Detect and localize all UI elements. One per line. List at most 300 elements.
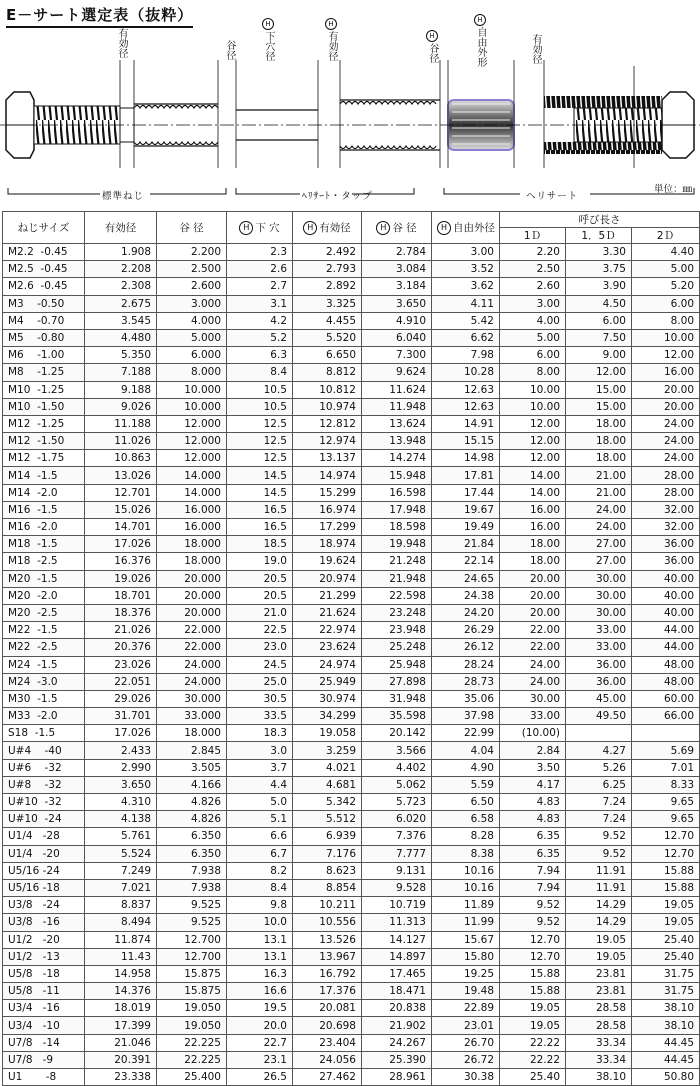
table-cell: 3.545: [85, 312, 157, 329]
table-row: [3, 673, 700, 690]
table-cell: 3.505: [157, 759, 227, 776]
table-row: [3, 295, 700, 312]
table-cell: 2.7: [227, 278, 293, 295]
table-cell: 6.00: [566, 312, 632, 329]
table-cell: 32.00: [632, 501, 700, 518]
table-cell: 4.83: [500, 794, 566, 811]
table-row: [3, 450, 700, 467]
table-cell: 5.42: [432, 312, 500, 329]
table-cell: 10.000: [157, 398, 227, 415]
cell-screw-size: M8 -1.25: [3, 364, 85, 381]
table-cell: 12.70: [632, 845, 700, 862]
table-cell: 20.838: [362, 1000, 432, 1017]
table-cell: 24.38: [432, 587, 500, 604]
table-cell: 15.00: [566, 398, 632, 415]
table-cell: 6.58: [432, 811, 500, 828]
table-cell: 29.026: [85, 690, 157, 707]
table-cell: 2.200: [157, 244, 227, 261]
table-cell: 33.00: [566, 639, 632, 656]
table-cell: 30.00: [566, 604, 632, 621]
table-row: [3, 879, 700, 896]
table-cell: 23.624: [293, 639, 362, 656]
table-cell: 23.81: [566, 983, 632, 1000]
table-cell: 10.00: [632, 329, 700, 346]
table-row: [3, 948, 700, 965]
unit-label: 単位：㎜: [653, 184, 692, 195]
table-cell: 9.188: [85, 381, 157, 398]
table-row: [3, 1017, 700, 1034]
cell-screw-size: M18 -1.5: [3, 536, 85, 553]
table-cell: 12.70: [632, 828, 700, 845]
table-row: [3, 553, 700, 570]
table-cell: 8.000: [157, 364, 227, 381]
group-standard: 標準ねじ: [102, 191, 145, 202]
helisert-mark-icon: H: [239, 221, 253, 235]
table-row: [3, 519, 700, 536]
cell-screw-size: U5/8 -11: [3, 983, 85, 1000]
table-cell: 18.3: [227, 725, 293, 742]
table-cell: 26.72: [432, 1051, 500, 1068]
cell-screw-size: U5/16 -18: [3, 879, 85, 896]
cell-screw-size: S18 -1.5: [3, 725, 85, 742]
table-row: [3, 1051, 700, 1068]
table-cell: 7.24: [566, 794, 632, 811]
table-cell: 16.00: [500, 501, 566, 518]
table-cell: 4.90: [432, 759, 500, 776]
table-row: [3, 364, 700, 381]
table-cell: 3.50: [500, 759, 566, 776]
table-cell: 2.3: [227, 244, 293, 261]
table-cell: 3.7: [227, 759, 293, 776]
table-cell: 18.701: [85, 587, 157, 604]
cell-screw-size: U7/8 -14: [3, 1034, 85, 1051]
table-cell: 12.5: [227, 450, 293, 467]
table-cell: 22.000: [157, 622, 227, 639]
table-cell: 5.20: [632, 278, 700, 295]
cell-screw-size: M3 -0.50: [3, 295, 85, 312]
table-cell: 27.00: [566, 536, 632, 553]
table-cell: 4.910: [362, 312, 432, 329]
cell-screw-size: M20 -2.5: [3, 604, 85, 621]
table-cell: 4.021: [293, 759, 362, 776]
table-cell: 14.274: [362, 450, 432, 467]
table-cell: 19.67: [432, 501, 500, 518]
cell-screw-size: U#6 -32: [3, 759, 85, 776]
table-cell: 9.131: [362, 862, 432, 879]
table-cell: 12.70: [500, 948, 566, 965]
table-cell: 22.051: [85, 673, 157, 690]
table-cell: 28.58: [566, 1017, 632, 1034]
table-cell: 5.59: [432, 776, 500, 793]
table-cell: 8.4: [227, 879, 293, 896]
table-cell: 38.10: [632, 1000, 700, 1017]
table-cell: 22.000: [157, 639, 227, 656]
table-cell: 7.249: [85, 862, 157, 879]
table-cell: 20.698: [293, 1017, 362, 1034]
table-cell: 7.300: [362, 347, 432, 364]
cell-screw-size: M4 -0.70: [3, 312, 85, 329]
label-h-hole: H下穴径: [263, 20, 274, 61]
table-cell: 14.958: [85, 965, 157, 982]
header-major-dia: 谷 径: [157, 212, 227, 244]
table-cell: 50.80: [632, 1069, 700, 1086]
header-1d: 1Ｄ: [500, 228, 566, 244]
header-2d: 2Ｄ: [632, 228, 700, 244]
table-cell: 21.948: [362, 570, 432, 587]
cell-screw-size: M30 -1.5: [3, 690, 85, 707]
table-row: [3, 931, 700, 948]
table-cell: 4.826: [157, 811, 227, 828]
table-cell: 14.00: [500, 484, 566, 501]
table-cell: 8.2: [227, 862, 293, 879]
table-cell: 19.050: [157, 1000, 227, 1017]
table-cell: 12.812: [293, 415, 362, 432]
table-cell: 5.00: [500, 329, 566, 346]
table-cell: 8.00: [632, 312, 700, 329]
table-cell: 10.974: [293, 398, 362, 415]
table-cell: 40.00: [632, 570, 700, 587]
table-cell: 25.40: [500, 1069, 566, 1086]
table-cell: 4.83: [500, 811, 566, 828]
table-cell: 12.000: [157, 450, 227, 467]
table-cell: 11.43: [85, 948, 157, 965]
table-cell: 7.94: [500, 862, 566, 879]
table-row: [3, 742, 700, 759]
header-h-effective: H 有効径: [293, 212, 362, 244]
cell-screw-size: M12 -1.75: [3, 450, 85, 467]
table-cell: 2.433: [85, 742, 157, 759]
table-cell: 10.5: [227, 381, 293, 398]
cell-screw-size: U3/4 -16: [3, 1000, 85, 1017]
table-cell: 24.00: [632, 415, 700, 432]
table-cell: 15.80: [432, 948, 500, 965]
cell-screw-size: U3/4 -10: [3, 1017, 85, 1034]
table-cell: 24.267: [362, 1034, 432, 1051]
table-cell: 21.84: [432, 536, 500, 553]
table-cell: 4.455: [293, 312, 362, 329]
label-h-major: H谷径: [427, 32, 438, 63]
table-cell: 8.4: [227, 364, 293, 381]
table-cell: 24.65: [432, 570, 500, 587]
table-cell: 10.5: [227, 398, 293, 415]
table-cell: 14.974: [293, 467, 362, 484]
table-cell: 18.00: [500, 553, 566, 570]
table-cell: 27.462: [293, 1069, 362, 1086]
cell-screw-size: U5/8 -18: [3, 965, 85, 982]
cell-screw-size: U#4 -40: [3, 742, 85, 759]
table-cell: 16.000: [157, 501, 227, 518]
label-effective-dia-2: 有効径: [530, 34, 541, 64]
table-cell: 23.1: [227, 1051, 293, 1068]
table-cell: 20.376: [85, 639, 157, 656]
table-cell: 25.949: [293, 673, 362, 690]
table-cell: 20.5: [227, 570, 293, 587]
table-cell: 15.948: [362, 467, 432, 484]
table-cell: 25.248: [362, 639, 432, 656]
table-cell: 7.24: [566, 811, 632, 828]
table-cell: 14.00: [500, 467, 566, 484]
cell-screw-size: U#8 -32: [3, 776, 85, 793]
table-cell: 19.058: [293, 725, 362, 742]
table-cell: 24.20: [432, 604, 500, 621]
table-cell: 2.308: [85, 278, 157, 295]
table-row: [3, 536, 700, 553]
table-cell: 4.310: [85, 794, 157, 811]
table-cell: 14.29: [566, 897, 632, 914]
table-cell: 15.88: [632, 862, 700, 879]
cell-screw-size: M24 -1.5: [3, 656, 85, 673]
table-cell: 2.84: [500, 742, 566, 759]
table-cell: 4.480: [85, 329, 157, 346]
table-cell: 2.20: [500, 244, 566, 261]
table-cell: 18.598: [362, 519, 432, 536]
table-row: [3, 639, 700, 656]
table-cell: 22.7: [227, 1034, 293, 1051]
table-cell: 23.948: [362, 622, 432, 639]
cell-screw-size: M2.5 -0.45: [3, 261, 85, 278]
table-cell: 35.06: [432, 690, 500, 707]
table-cell: 6.35: [500, 845, 566, 862]
table-cell: 20.081: [293, 1000, 362, 1017]
table-cell: 3.00: [500, 295, 566, 312]
table-cell: 31.701: [85, 708, 157, 725]
table-cell: 9.00: [566, 347, 632, 364]
table-cell: 22.89: [432, 1000, 500, 1017]
table-cell: 4.2: [227, 312, 293, 329]
cell-screw-size: M22 -1.5: [3, 622, 85, 639]
table-cell: 48.00: [632, 673, 700, 690]
table-row: [3, 862, 700, 879]
table-cell: 26.5: [227, 1069, 293, 1086]
table-cell: 8.812: [293, 364, 362, 381]
table-cell: 12.000: [157, 415, 227, 432]
table-cell: 12.701: [85, 484, 157, 501]
table-cell: 12.5: [227, 433, 293, 450]
table-cell: 13.948: [362, 433, 432, 450]
table-cell: 33.00: [566, 622, 632, 639]
table-cell: 21.00: [566, 484, 632, 501]
table-cell: 2.492: [293, 244, 362, 261]
table-cell: 3.1: [227, 295, 293, 312]
table-cell: [566, 725, 632, 742]
table-cell: 9.525: [157, 897, 227, 914]
table-cell: 6.3: [227, 347, 293, 364]
table-row: [3, 501, 700, 518]
table-row: [3, 244, 700, 261]
table-cell: 8.854: [293, 879, 362, 896]
table-cell: 3.000: [157, 295, 227, 312]
table-row: [3, 415, 700, 432]
table-cell: 23.026: [85, 656, 157, 673]
table-cell: 13.1: [227, 931, 293, 948]
table-cell: 12.63: [432, 398, 500, 415]
table-cell: 11.624: [362, 381, 432, 398]
table-row: [3, 622, 700, 639]
table-cell: 10.556: [293, 914, 362, 931]
table-cell: 28.961: [362, 1069, 432, 1086]
table-cell: 21.026: [85, 622, 157, 639]
table-cell: 9.65: [632, 811, 700, 828]
table-cell: 35.598: [362, 708, 432, 725]
table-cell: 11.948: [362, 398, 432, 415]
table-cell: 3.259: [293, 742, 362, 759]
table-cell: 14.000: [157, 467, 227, 484]
cell-screw-size: U3/8 -16: [3, 914, 85, 931]
table-cell: 33.34: [566, 1051, 632, 1068]
header-screw-size: ねじサイズ: [3, 212, 85, 244]
table-cell: 18.00: [500, 536, 566, 553]
table-cell: 60.00: [632, 690, 700, 707]
table-cell: 4.40: [632, 244, 700, 261]
helisert-mark-icon: H: [437, 221, 451, 235]
table-cell: 21.248: [362, 553, 432, 570]
table-cell: 11.99: [432, 914, 500, 931]
table-cell: 16.5: [227, 501, 293, 518]
table-cell: 11.026: [85, 433, 157, 450]
table-cell: 5.723: [362, 794, 432, 811]
table-cell: 6.040: [362, 329, 432, 346]
table-cell: 6.50: [432, 794, 500, 811]
table-cell: 20.142: [362, 725, 432, 742]
table-cell: 26.12: [432, 639, 500, 656]
table-cell: 2.892: [293, 278, 362, 295]
table-cell: 18.5: [227, 536, 293, 553]
table-row: [3, 725, 700, 742]
table-cell: 5.26: [566, 759, 632, 776]
table-cell: 19.49: [432, 519, 500, 536]
table-cell: 7.94: [500, 879, 566, 896]
cell-screw-size: U#10 -32: [3, 794, 85, 811]
table-cell: 4.166: [157, 776, 227, 793]
table-cell: 20.5: [227, 587, 293, 604]
table-cell: 17.376: [293, 983, 362, 1000]
table-row: [3, 1034, 700, 1051]
table-cell: 15.88: [500, 965, 566, 982]
table-cell: 4.138: [85, 811, 157, 828]
header-effective-dia: 有効径: [85, 212, 157, 244]
table-cell: 2.50: [500, 261, 566, 278]
table-cell: 30.5: [227, 690, 293, 707]
table-cell: 14.701: [85, 519, 157, 536]
table-cell: 24.000: [157, 656, 227, 673]
table-cell: 9.528: [362, 879, 432, 896]
table-cell: 20.000: [157, 604, 227, 621]
table-cell: 4.4: [227, 776, 293, 793]
table-cell: 13.137: [293, 450, 362, 467]
table-cell: 2.208: [85, 261, 157, 278]
table-cell: 30.974: [293, 690, 362, 707]
table-cell: 10.000: [157, 381, 227, 398]
table-cell: 22.5: [227, 622, 293, 639]
table-cell: 34.299: [293, 708, 362, 725]
table-cell: 20.0: [227, 1017, 293, 1034]
table-cell: 31.75: [632, 983, 700, 1000]
cell-screw-size: M2.2 -0.45: [3, 244, 85, 261]
table-cell: 16.00: [632, 364, 700, 381]
table-cell: 2.784: [362, 244, 432, 261]
table-row: [3, 261, 700, 278]
table-cell: 8.33: [632, 776, 700, 793]
table-row: [3, 433, 700, 450]
cell-screw-size: M5 -0.80: [3, 329, 85, 346]
table-cell: 36.00: [632, 553, 700, 570]
table-cell: 6.6: [227, 828, 293, 845]
table-cell: 24.00: [566, 501, 632, 518]
table-cell: 31.948: [362, 690, 432, 707]
table-row: [3, 965, 700, 982]
table-cell: 10.28: [432, 364, 500, 381]
table-cell: 11.874: [85, 931, 157, 948]
table-cell: 22.22: [500, 1034, 566, 1051]
table-cell: 14.000: [157, 484, 227, 501]
helisert-mark-icon: H: [376, 221, 390, 235]
table-cell: 33.34: [566, 1034, 632, 1051]
table-cell: 19.05: [500, 1017, 566, 1034]
table-cell: 45.00: [566, 690, 632, 707]
table-cell: 5.342: [293, 794, 362, 811]
table-cell: 28.00: [632, 484, 700, 501]
table-row: [3, 278, 700, 295]
table-cell: 21.624: [293, 604, 362, 621]
table-cell: 22.14: [432, 553, 500, 570]
table-cell: 12.00: [500, 433, 566, 450]
table-cell: 44.00: [632, 639, 700, 656]
cell-screw-size: M10 -1.50: [3, 398, 85, 415]
table-cell: 8.837: [85, 897, 157, 914]
table-row: [3, 845, 700, 862]
table-cell: 31.75: [632, 965, 700, 982]
table-cell: 14.376: [85, 983, 157, 1000]
table-cell: 2.600: [157, 278, 227, 295]
table-cell: 14.897: [362, 948, 432, 965]
table-cell: 20.00: [500, 587, 566, 604]
table-cell: 7.777: [362, 845, 432, 862]
table-row: [3, 484, 700, 501]
table-cell: 3.75: [566, 261, 632, 278]
table-cell: 24.000: [157, 673, 227, 690]
table-cell: 22.00: [500, 622, 566, 639]
table-row: [3, 914, 700, 931]
table-row: [3, 312, 700, 329]
table-cell: 23.404: [293, 1034, 362, 1051]
table-cell: 23.81: [566, 965, 632, 982]
cell-screw-size: M12 -1.50: [3, 433, 85, 450]
table-row: [3, 794, 700, 811]
table-cell: 16.3: [227, 965, 293, 982]
table-cell: 2.675: [85, 295, 157, 312]
table-cell: 6.350: [157, 845, 227, 862]
table-cell: 9.52: [566, 845, 632, 862]
table-cell: 18.019: [85, 1000, 157, 1017]
table-cell: 6.00: [500, 347, 566, 364]
table-cell: 10.0: [227, 914, 293, 931]
cell-screw-size: M24 -3.0: [3, 673, 85, 690]
table-cell: 30.000: [157, 690, 227, 707]
table-cell: 16.6: [227, 983, 293, 1000]
group-insert: ヘリサート: [526, 191, 579, 202]
table-cell: 6.00: [632, 295, 700, 312]
table-cell: 33.5: [227, 708, 293, 725]
cell-screw-size: M12 -1.25: [3, 415, 85, 432]
table-cell: 19.05: [566, 948, 632, 965]
table-cell: 20.00: [632, 398, 700, 415]
table-cell: 15.875: [157, 983, 227, 1000]
table-cell: 21.046: [85, 1034, 157, 1051]
table-cell: 26.70: [432, 1034, 500, 1051]
table-cell: 14.29: [566, 914, 632, 931]
table-cell: 15.67: [432, 931, 500, 948]
table-cell: 16.000: [157, 519, 227, 536]
